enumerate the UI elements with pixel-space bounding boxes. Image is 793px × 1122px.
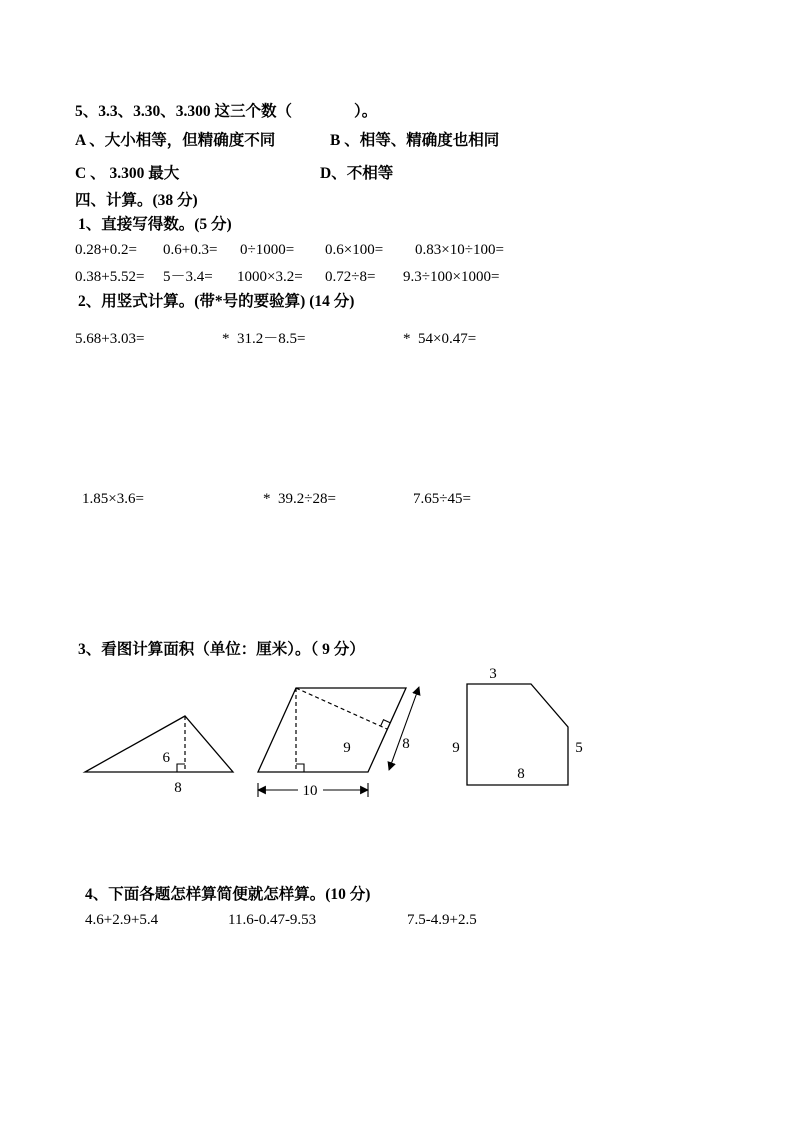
part4-title: 4、下面各题怎样算简便就怎样算。(10 分) xyxy=(85,886,371,903)
calc-expression: 0.83×10÷100= xyxy=(415,242,504,258)
calc-expression: 0.28+0.2= xyxy=(75,242,137,258)
calc-expression: 5－3.4= xyxy=(163,269,213,285)
calc-expression: 0.6×100= xyxy=(325,242,384,258)
calc-expression: * 31.2－8.5= xyxy=(222,331,306,347)
part2-title: 2、用竖式计算。(带*号的要验算) (14 分) xyxy=(78,293,355,310)
triangle-height-label: 6 xyxy=(162,750,170,766)
parallelogram-base-label: 10 xyxy=(302,783,318,799)
parallelogram-outline xyxy=(258,688,406,772)
right-angle-mark xyxy=(177,764,185,772)
pentagon-left-label: 9 xyxy=(452,740,460,756)
pentagon-top-label: 3 xyxy=(489,666,497,682)
pentagon-figure xyxy=(448,658,588,790)
calc-expression: 0.6+0.3= xyxy=(163,242,218,258)
part3-title: 3、看图计算面积（单位：厘米）。（ 9 分） xyxy=(78,641,365,658)
parallelogram-figure xyxy=(253,676,438,804)
side-measure-arrow xyxy=(389,687,419,770)
right-angle-mark xyxy=(296,764,304,772)
calc-expression: * 39.2÷28= xyxy=(263,491,336,507)
calc-expression: 5.68+3.03= xyxy=(75,331,145,347)
parallelogram-side-label: 8 xyxy=(402,736,410,752)
calc-expression: 11.6-0.47-9.53 xyxy=(228,912,317,928)
calc-expression: 9.3÷100×1000= xyxy=(403,269,500,285)
calc-expression: 0.72÷8= xyxy=(325,269,376,285)
question5-option-b: B 、相等、精确度也相同 xyxy=(330,132,500,149)
triangle-figure xyxy=(80,708,240,800)
triangle-base-label: 8 xyxy=(174,780,182,796)
calc-expression: 4.6+2.9+5.4 xyxy=(85,912,159,928)
calc-expression: 7.5-4.9+2.5 xyxy=(407,912,477,928)
question5-option-c: C 、 3.300 最大 xyxy=(75,165,180,182)
calc-expression: 1000×3.2= xyxy=(237,269,303,285)
calc-expression: 0÷1000= xyxy=(240,242,295,258)
pentagon-bottom-label: 8 xyxy=(517,766,525,782)
parallelogram-slant-height-label: 9 xyxy=(343,740,351,756)
section-four-title: 四、计算。(38 分) xyxy=(75,192,198,209)
calc-expression: 7.65÷45= xyxy=(413,491,471,507)
triangle-outline xyxy=(85,716,233,772)
part1-title: 1、直接写得数。(5 分) xyxy=(78,216,232,233)
pentagon-right-label: 5 xyxy=(575,740,583,756)
question5-stem: 5、3.3、3.30、3.300 这三个数（ ）。 xyxy=(75,103,378,120)
question5-option-d: D、不相等 xyxy=(320,165,394,182)
calc-expression: 1.85×3.6= xyxy=(82,491,144,507)
parallelogram-slant-height-line xyxy=(296,688,387,729)
calc-expression: 0.38+5.52= xyxy=(75,269,145,285)
question5-option-a: A 、大小相等，但精确度不同 xyxy=(75,132,276,149)
calc-expression: * 54×0.47= xyxy=(403,331,477,347)
